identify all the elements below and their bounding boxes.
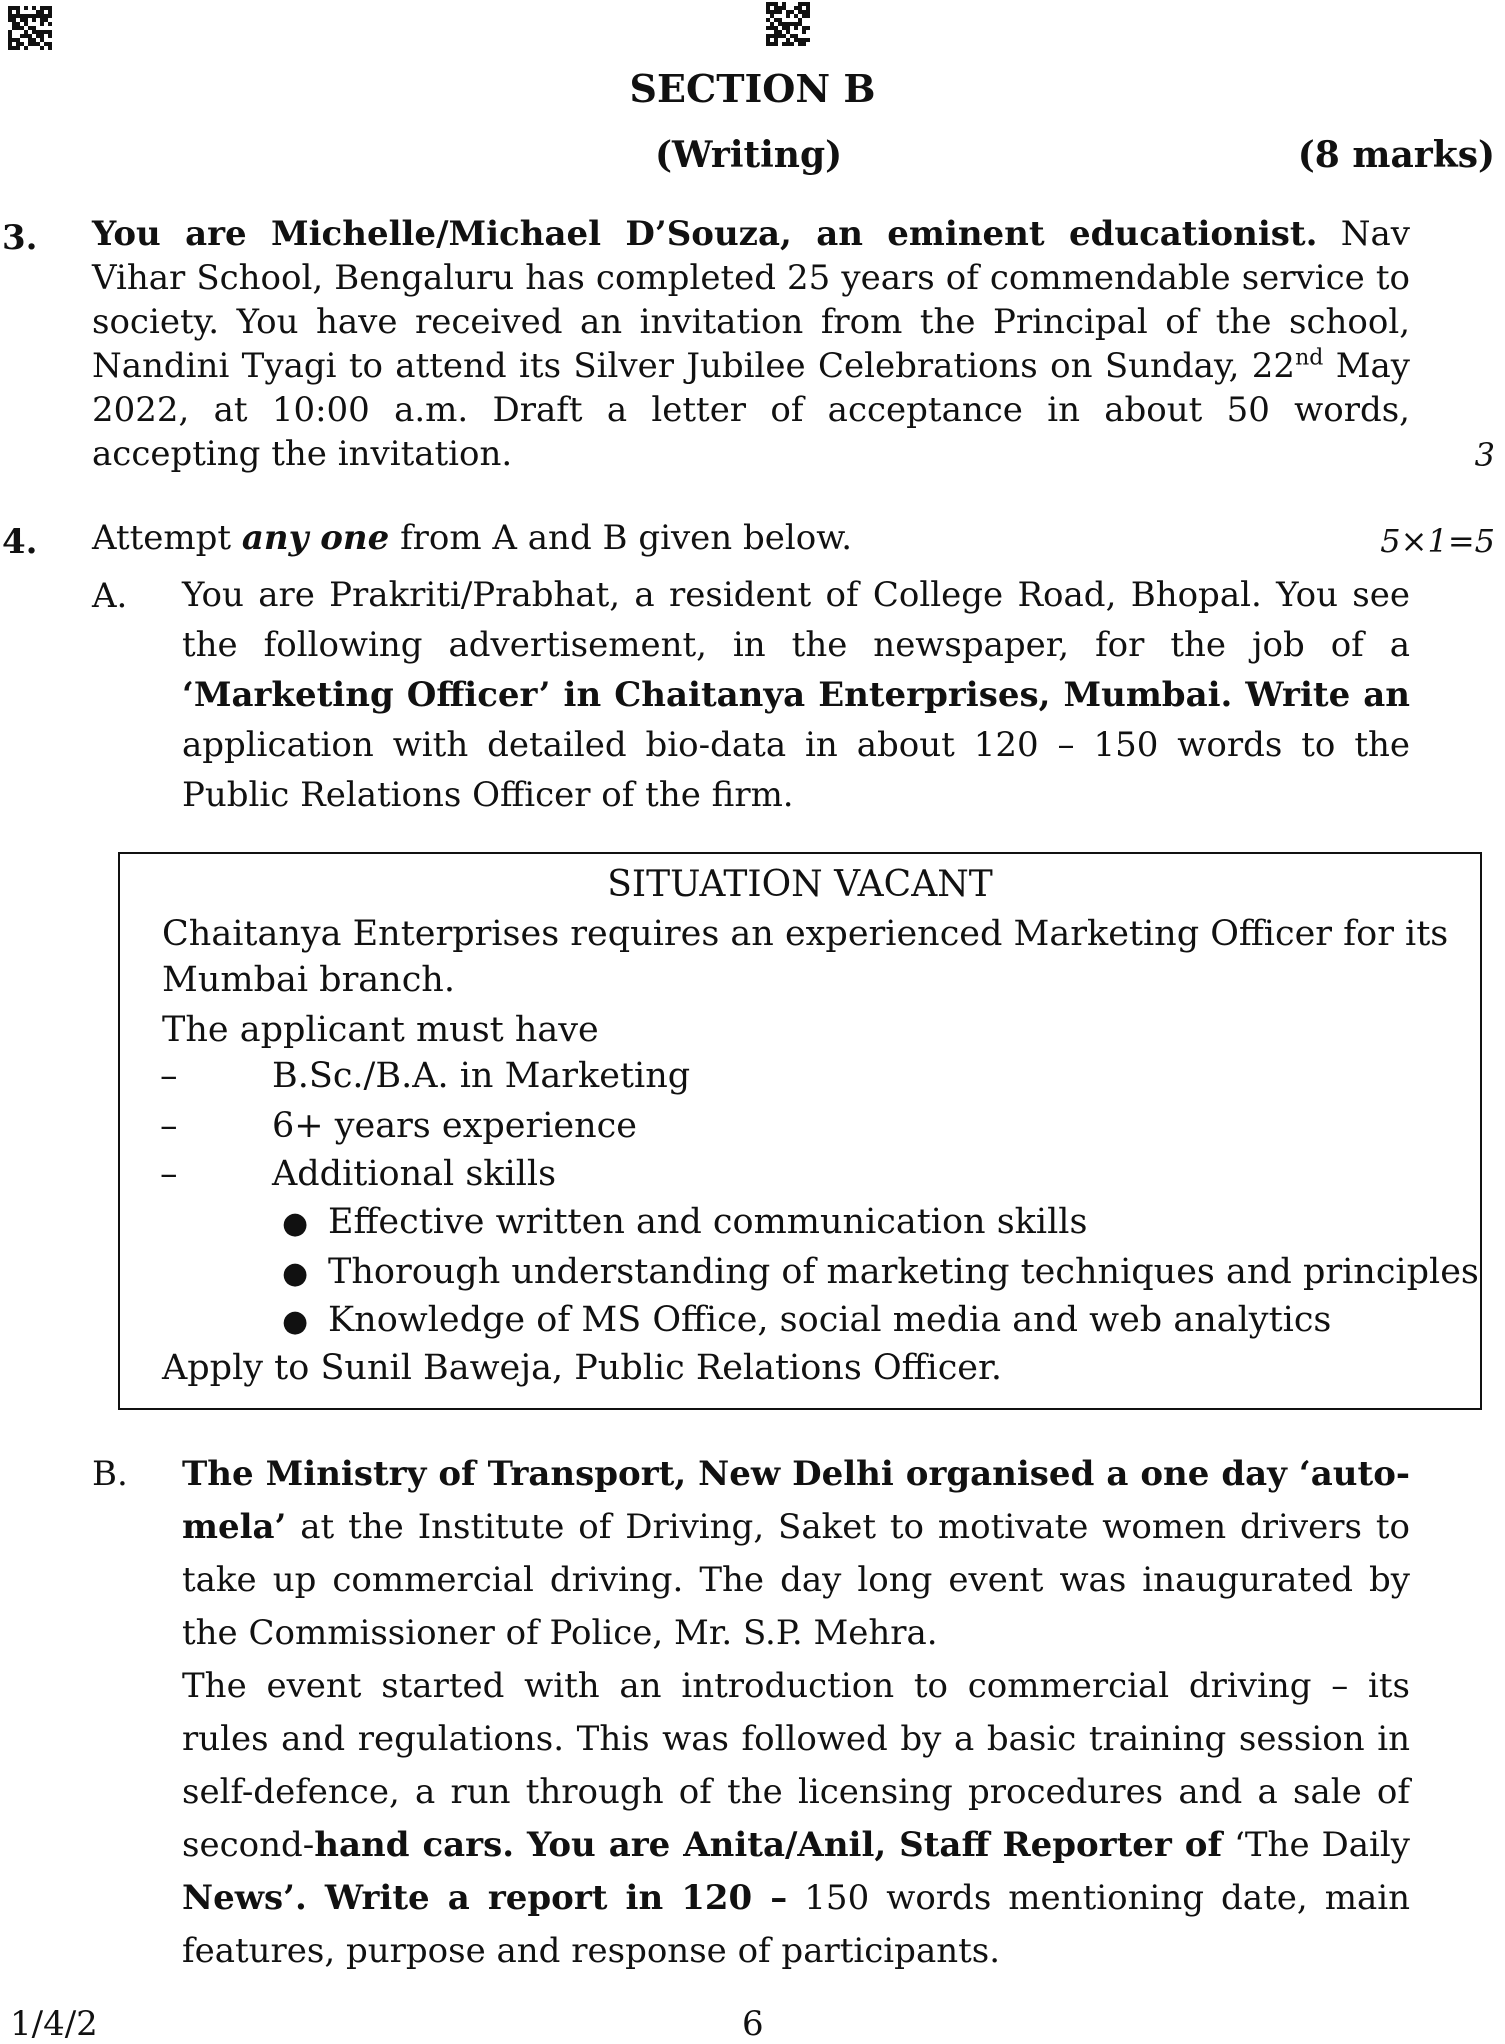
option-b-text-2: The event started with an introduction to commercial driving – its rules and regulations. This was followed by a basic training session in self-defence, a run through of the licensing procedures and a sale of second-	[182, 1666, 1410, 1865]
option-b-bold-3: News’. Write a report in 120 –	[182, 1878, 788, 1918]
bullet-marker: ●	[282, 1304, 309, 1339]
option-b-text	[182, 1448, 1410, 1660]
skill-item: Knowledge of MS Office, social media and web analytics	[328, 1300, 1332, 1340]
question-4-number: 4.	[2, 522, 38, 562]
question-4-intro	[92, 516, 1192, 560]
question-3-number: 3.	[2, 218, 38, 258]
date-superscript: nd	[1295, 345, 1324, 371]
question-4-marks: 5×1=5	[1380, 522, 1495, 560]
bullet-marker: ●	[282, 1206, 309, 1241]
question-3-body-b: May 2022, at 10:00 a.m. Draft a letter of acceptance in about 50 words, accepting the invitation.	[92, 346, 1410, 474]
option-b-text-3: ‘The Daily	[1222, 1825, 1410, 1865]
bullet-marker: ●	[282, 1256, 309, 1291]
dash-marker: –	[160, 1056, 178, 1096]
section-marks: (8 marks)	[1297, 134, 1495, 176]
dash-marker: –	[160, 1154, 178, 1194]
advertisement-line-3: The applicant must have	[162, 1010, 599, 1050]
paper-code: 1/4/2	[10, 2004, 98, 2044]
option-b-bold-2: hand cars. You are Anita/Anil, Staff Reporter of	[314, 1825, 1223, 1865]
option-b-bold-1: The Ministry of Transport, New Delhi organised a one day ‘auto-mela’	[182, 1454, 1410, 1547]
option-b-text-1: at the Institute of Driving, Saket to motivate women drivers to take up commercial driving. The day long event was inaugurated by the Commissioner of Police, Mr. S.P. Mehra.	[182, 1507, 1410, 1653]
option-a-text	[182, 570, 1410, 820]
question-4-intro-b: from A and B given below.	[389, 518, 853, 558]
skill-item: Thorough understanding of marketing techniques and principles	[328, 1252, 1479, 1292]
requirement-item: 6+ years experience	[272, 1106, 637, 1146]
qr-code-left	[8, 6, 52, 50]
advertisement-line-1: Chaitanya Enterprises requires an experienced Marketing Officer for its	[162, 914, 1449, 954]
question-3-body-a: Nav Vihar School, Bengaluru has completed 25 years of commendable service to society. You have received an invitation from the Principal of the school, Nandini Tyagi to attend its Silver Jubilee Celebrations on Sunday, 22	[92, 214, 1410, 386]
option-a-text-a: You are Prakriti/Prabhat, a resident of College Road, Bhopal. You see the following advertisement, in the newspaper, for the job of a	[182, 575, 1410, 665]
option-a-bold: ‘Marketing Officer’ in Chaitanya Enterprises, Mumbai. Write an	[182, 675, 1410, 715]
option-a-label: A.	[92, 576, 128, 616]
question-3-intro: You are Michelle/Michael D’Souza, an eminent educationist.	[92, 214, 1318, 254]
question-4-intro-emphasis: any one	[241, 518, 390, 558]
advertisement-title: SITUATION VACANT	[607, 864, 993, 905]
option-b-text-4: 150 words mentioning date, main features, purpose and response of participants.	[182, 1878, 1410, 1971]
advertisement-line-2: Mumbai branch.	[162, 960, 455, 1000]
qr-code-center	[766, 2, 810, 46]
section-title: SECTION B	[629, 66, 876, 111]
advertisement-footer: Apply to Sunil Baweja, Public Relations Officer.	[162, 1348, 1003, 1388]
skill-item: Effective written and communication skills	[328, 1202, 1088, 1242]
advertisement-box	[118, 852, 1482, 1410]
section-subtitle: (Writing)	[655, 134, 843, 176]
page-number: 6	[742, 2004, 764, 2044]
question-4-intro-a: Attempt	[92, 518, 242, 558]
dash-marker: –	[160, 1106, 178, 1146]
option-a-text-b: application with detailed bio-data in about 120 – 150 words to the Public Relations Officer of the firm.	[182, 725, 1410, 815]
option-b-label: B.	[92, 1454, 128, 1494]
question-3-marks: 3	[1474, 436, 1495, 474]
option-b-text-continued	[182, 1660, 1410, 1978]
requirement-item: B.Sc./B.A. in Marketing	[272, 1056, 691, 1096]
question-3-text	[92, 212, 1410, 476]
requirement-item: Additional skills	[272, 1154, 557, 1194]
